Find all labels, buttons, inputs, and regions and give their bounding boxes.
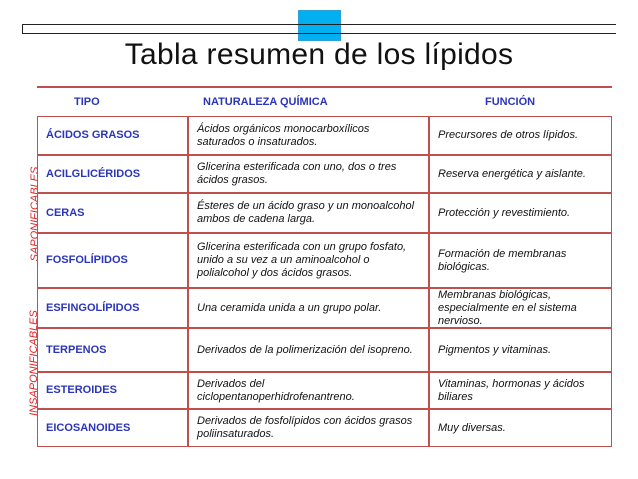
cell-tipo: EICOSANOIDES <box>37 409 188 447</box>
cell-tipo: ÁCIDOS GRASOS <box>37 116 188 155</box>
column-header-tipo: TIPO <box>74 96 100 108</box>
side-label-saponificables: SAPONIFICABLES <box>29 166 41 262</box>
cell-naturaleza: Glicerina esterificada con un grupo fosfato, unido a su vez a un aminoalcohol o polialcohol y dos ácidos grasos. <box>188 233 429 288</box>
cell-funcion: Reserva energética y aislante. <box>429 155 612 193</box>
cell-funcion: Protección y revestimiento. <box>429 193 612 233</box>
page-title: Tabla resumen de los lípidos <box>124 38 514 71</box>
side-label-insaponificables: INSAPONIFICABLES <box>28 310 40 416</box>
column-header-funcion: FUNCIÓN <box>485 96 536 108</box>
cell-tipo: ESTEROIDES <box>37 372 188 409</box>
cell-funcion: Precursores de otros lípidos. <box>429 116 612 155</box>
header-rule <box>22 24 616 34</box>
cell-funcion: Pigmentos y vitaminas. <box>429 328 612 372</box>
cell-naturaleza: Una ceramida unida a un grupo polar. <box>188 288 429 328</box>
cell-naturaleza: Glicerina esterificada con uno, dos o tres ácidos grasos. <box>188 155 429 193</box>
table-header-row <box>37 86 612 116</box>
cell-naturaleza: Derivados de fosfolípidos con ácidos grasos poliinsaturados. <box>188 409 429 447</box>
cell-funcion: Membranas biológicas, especialmente en el sistema nervioso. <box>429 288 612 328</box>
cell-tipo: FOSFOLÍPIDOS <box>37 233 188 288</box>
column-header-naturaleza: NATURALEZA QUÍMICA <box>203 96 328 108</box>
cell-naturaleza: Derivados del ciclopentanoperhidrofenantreno. <box>188 372 429 409</box>
cell-naturaleza: Ésteres de un ácido graso y un monoalcohol ambos de cadena larga. <box>188 193 429 233</box>
cell-funcion: Muy diversas. <box>429 409 612 447</box>
cell-tipo: ACILGLICÉRIDOS <box>37 155 188 193</box>
lipids-table <box>37 86 612 456</box>
cell-naturaleza: Ácidos orgánicos monocarboxílicos saturados o insaturados. <box>188 116 429 155</box>
cell-funcion: Formación de membranas biológicas. <box>429 233 612 288</box>
cell-tipo: TERPENOS <box>37 328 188 372</box>
cell-naturaleza: Derivados de la polimerización del isopreno. <box>188 328 429 372</box>
cell-tipo: ESFINGOLÍPIDOS <box>37 288 188 328</box>
cell-tipo: CERAS <box>37 193 188 233</box>
cell-funcion: Vitaminas, hormonas y ácidos biliares <box>429 372 612 409</box>
